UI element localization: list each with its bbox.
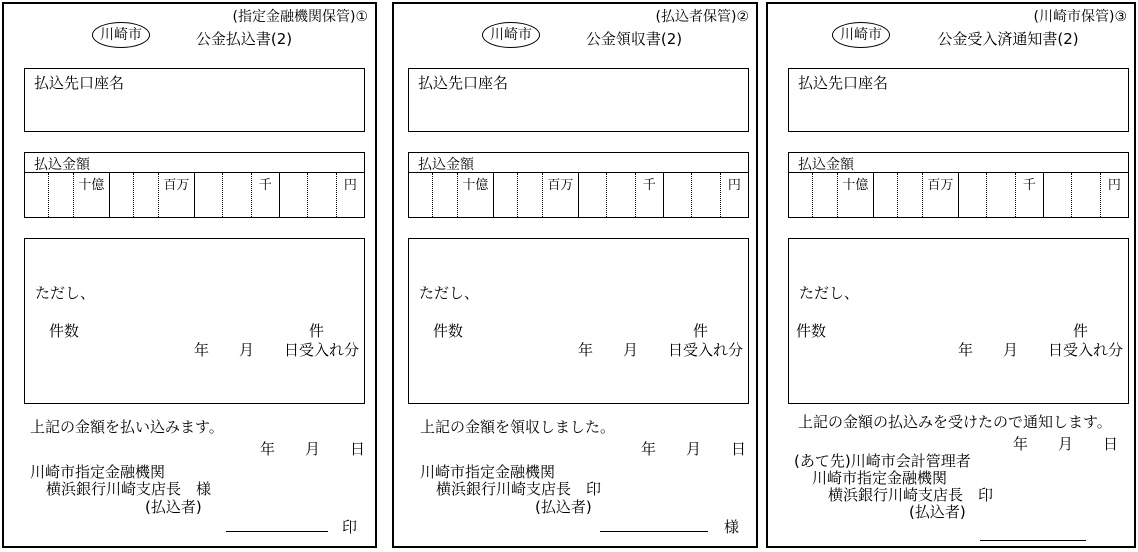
- payee-account-box: [24, 68, 365, 132]
- city-oval-stamp: 川崎市: [482, 22, 540, 48]
- remarks-tadashi-label: ただし、: [799, 284, 860, 302]
- amount-digit-cell: [25, 173, 48, 217]
- amount-digit-group-thousands: [958, 173, 1043, 217]
- received-date-line: 年 月 日受入れ分: [577, 341, 743, 359]
- amount-digit-group-thousands: [194, 173, 279, 217]
- amount-digit-group-yen: [279, 173, 364, 217]
- item-count-unit-label: 件: [1073, 322, 1089, 340]
- payment-amount-box: [788, 152, 1129, 218]
- amount-unit-label-thousand: 千: [251, 173, 279, 217]
- receipt-notification-panel: [766, 2, 1136, 548]
- signature-line: [980, 540, 1086, 541]
- amount-digit-row: [789, 173, 1128, 217]
- item-count-unit-label: 件: [693, 322, 709, 340]
- amount-unit-label-million: 百万: [158, 173, 194, 217]
- amount-digit-cell: [664, 173, 691, 217]
- amount-digit-cell: [789, 173, 812, 217]
- recipient-line: 横浜銀行川崎支店長 印: [436, 480, 602, 498]
- city-oval-stamp: 川崎市: [832, 22, 890, 48]
- receipt-panel: [392, 2, 758, 548]
- date-line: 年 月 日: [259, 440, 365, 458]
- amount-digit-cell: [110, 173, 133, 217]
- amount-digit-cell: [280, 173, 307, 217]
- amount-unit-label-ten-billion: 十億: [457, 173, 493, 217]
- addressee-suffix: 様: [724, 518, 740, 536]
- amount-digit-cell: [222, 173, 250, 217]
- payee-account-label: 払込先口座名: [34, 74, 125, 92]
- recipient-line: 横浜銀行川崎支店長 印: [828, 486, 994, 504]
- payer-label: (払込者): [145, 498, 202, 516]
- recipient-line: (あて先)川崎市会計管理者: [794, 452, 971, 470]
- recipient-line: 川崎市指定金融機関: [420, 463, 556, 481]
- remarks-tadashi-label: ただし、: [419, 284, 480, 302]
- payment-amount-box: [408, 152, 749, 218]
- amount-digit-group-billions: [789, 173, 873, 217]
- amount-digit-group-yen: [663, 173, 748, 217]
- amount-unit-label-yen: 円: [336, 173, 364, 217]
- amount-digit-cell: [986, 173, 1014, 217]
- remarks-box: [24, 238, 365, 404]
- amount-digit-row: [409, 173, 748, 217]
- amount-digit-cell: [579, 173, 606, 217]
- amount-digit-cell: [409, 173, 432, 217]
- signature-row: [394, 515, 756, 539]
- payee-account-label: 払込先口座名: [798, 74, 889, 92]
- item-count-label: 件数: [49, 322, 80, 340]
- amount-unit-label-ten-billion: 十億: [73, 173, 109, 217]
- amount-digit-cell: [494, 173, 517, 217]
- amount-digit-cell: [812, 173, 836, 217]
- payee-account-box: [408, 68, 749, 132]
- item-count-label: 件数: [433, 322, 464, 340]
- retention-note: (払込者保管)②: [655, 9, 749, 25]
- statement-text: 上記の金額を払い込みます。: [30, 418, 224, 436]
- amount-unit-label-yen: 円: [1100, 173, 1128, 217]
- seal-suffix: 印: [342, 518, 358, 536]
- amount-unit-label-ten-billion: 十億: [837, 173, 873, 217]
- payer-label: (払込者): [909, 503, 966, 521]
- payee-account-label: 払込先口座名: [418, 74, 509, 92]
- date-line: 年 月 日: [1012, 435, 1118, 453]
- payment-amount-label: 払込金額: [25, 153, 364, 173]
- amount-digit-cell: [874, 173, 897, 217]
- retention-note: (川崎市保管)③: [1033, 9, 1127, 25]
- amount-digit-cell: [691, 173, 719, 217]
- retention-note: (指定金融機関保管)①: [232, 9, 368, 25]
- remarks-box: [408, 238, 749, 404]
- payment-amount-label: 払込金額: [409, 153, 748, 173]
- item-count-unit-label: 件: [309, 322, 325, 340]
- signature-line: [226, 531, 328, 532]
- amount-digit-group-billions: [25, 173, 109, 217]
- amount-digit-group-millions: [493, 173, 578, 217]
- payment-amount-label: 払込金額: [789, 153, 1128, 173]
- payment-slip-panel: [2, 2, 377, 548]
- amount-digit-cell: [959, 173, 986, 217]
- amount-unit-label-million: 百万: [542, 173, 578, 217]
- statement-text: 上記の金額の払込みを受けたので通知します。: [798, 413, 1112, 431]
- date-line: 年 月 日: [640, 440, 746, 458]
- recipient-line: 横浜銀行川崎支店長 様: [46, 480, 212, 498]
- amount-unit-label-thousand: 千: [635, 173, 663, 217]
- recipient-line: 川崎市指定金融機関: [30, 463, 166, 481]
- amount-unit-label-million: 百万: [922, 173, 958, 217]
- amount-digit-cell: [517, 173, 541, 217]
- amount-digit-group-yen: [1043, 173, 1128, 217]
- amount-digit-cell: [307, 173, 335, 217]
- payment-amount-box: [24, 152, 365, 218]
- item-count-label: 件数: [796, 322, 827, 340]
- payee-account-box: [788, 68, 1129, 132]
- amount-digit-cell: [1044, 173, 1071, 217]
- received-date-line: 年 月 日受入れ分: [193, 341, 359, 359]
- amount-digit-cell: [1071, 173, 1099, 217]
- remarks-box: [788, 238, 1129, 404]
- amount-digit-cell: [195, 173, 222, 217]
- amount-digit-cell: [48, 173, 72, 217]
- recipient-line: 川崎市指定金融機関: [812, 469, 948, 487]
- signature-row: [768, 524, 1134, 548]
- amount-digit-group-billions: [409, 173, 493, 217]
- statement-text: 上記の金額を領収しました。: [420, 418, 616, 436]
- amount-digit-group-thousands: [578, 173, 663, 217]
- amount-digit-cell: [133, 173, 157, 217]
- received-date-line: 年 月 日受入れ分: [957, 341, 1123, 359]
- amount-digit-group-millions: [109, 173, 194, 217]
- amount-digit-cell: [432, 173, 456, 217]
- signature-row: [4, 515, 375, 539]
- amount-unit-label-thousand: 千: [1015, 173, 1043, 217]
- amount-digit-row: [25, 173, 364, 217]
- payer-label: (払込者): [535, 498, 592, 516]
- form-title: 公金受入済通知書(2): [937, 30, 1079, 48]
- city-oval-stamp: 川崎市: [92, 22, 150, 48]
- amount-digit-cell: [897, 173, 921, 217]
- form-title: 公金領収書(2): [585, 30, 683, 48]
- remarks-tadashi-label: ただし、: [35, 284, 96, 302]
- signature-line: [600, 531, 708, 532]
- amount-unit-label-yen: 円: [720, 173, 748, 217]
- amount-digit-group-millions: [873, 173, 958, 217]
- form-title: 公金払込書(2): [195, 30, 293, 48]
- amount-digit-cell: [606, 173, 634, 217]
